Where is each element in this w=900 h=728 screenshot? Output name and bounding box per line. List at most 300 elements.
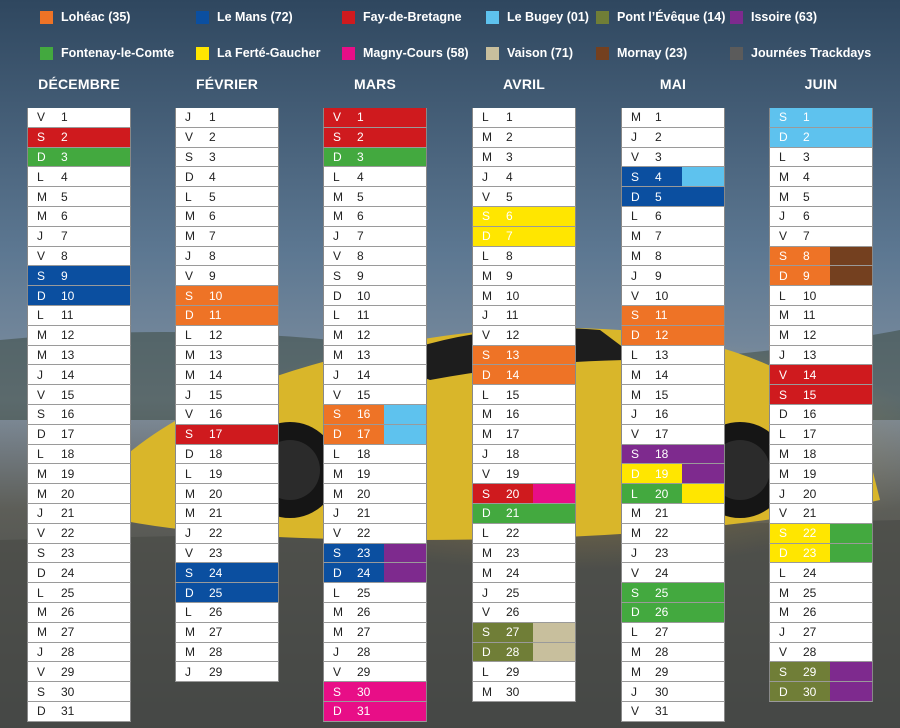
day-number: 28 (209, 644, 223, 659)
day-cell (621, 187, 725, 207)
legend-label: Le Bugey (01) (507, 10, 589, 24)
day-number: 21 (61, 506, 75, 521)
day-cell (323, 346, 427, 366)
day-number: 1 (655, 110, 662, 125)
event-fill-secondary (830, 247, 872, 266)
day-cell (323, 662, 427, 682)
weekday-letter: V (333, 526, 342, 541)
day-cell (769, 365, 873, 385)
day-number: 6 (61, 209, 68, 224)
day-number: 20 (357, 486, 371, 501)
weekday-letter: S (482, 486, 491, 501)
weekday-letter: L (333, 308, 340, 323)
day-number: 14 (655, 367, 669, 382)
weekday-letter: S (631, 585, 640, 600)
day-cell (472, 207, 576, 227)
day-cell (27, 504, 131, 524)
weekday-letter: L (185, 605, 192, 620)
weekday-letter: S (37, 684, 46, 699)
weekday-letter: V (631, 149, 640, 164)
day-number: 1 (209, 110, 216, 125)
day-number: 9 (803, 268, 810, 283)
legend-label: Issoire (63) (751, 10, 818, 24)
weekday-letter: M (185, 644, 195, 659)
weekday-letter: D (779, 130, 788, 145)
day-cell (621, 504, 725, 524)
day-number: 17 (357, 427, 371, 442)
day-number: 1 (506, 110, 513, 125)
day-cell (323, 167, 427, 187)
weekday-letter: D (37, 565, 46, 580)
day-cell (323, 583, 427, 603)
legend-item (486, 44, 573, 62)
month-column (472, 76, 576, 702)
day-number: 23 (506, 545, 520, 560)
day-cell (769, 563, 873, 583)
day-number: 29 (506, 664, 520, 679)
day-cell (175, 524, 279, 544)
day-number: 25 (655, 585, 669, 600)
weekday-letter: D (37, 149, 46, 164)
weekday-letter: J (482, 308, 488, 323)
day-number: 16 (209, 407, 223, 422)
weekday-letter: V (37, 248, 46, 263)
weekday-letter: V (631, 288, 640, 303)
weekday-letter: V (779, 506, 788, 521)
day-number: 29 (655, 664, 669, 679)
weekday-letter: M (333, 466, 343, 481)
weekday-letter: D (631, 189, 640, 204)
day-number: 21 (209, 506, 223, 521)
day-cell (621, 682, 725, 702)
day-number: 17 (655, 427, 669, 442)
day-number: 26 (209, 605, 223, 620)
weekday-letter: V (779, 229, 788, 244)
day-number: 19 (61, 466, 75, 481)
day-number: 9 (357, 268, 364, 283)
legend-item (196, 44, 321, 62)
day-cell (769, 643, 873, 663)
event-fill-secondary (830, 544, 872, 563)
day-number: 21 (357, 506, 371, 521)
day-number: 3 (803, 149, 810, 164)
weekday-letter: S (779, 387, 788, 402)
day-cell (175, 425, 279, 445)
weekday-letter: S (482, 625, 491, 640)
day-number: 5 (803, 189, 810, 204)
day-cell (175, 583, 279, 603)
day-number: 24 (61, 565, 75, 580)
day-number: 7 (209, 229, 216, 244)
day-number: 10 (61, 288, 75, 303)
day-number: 14 (61, 367, 75, 382)
day-number: 5 (506, 189, 513, 204)
day-number: 29 (61, 664, 75, 679)
day-cell (27, 326, 131, 346)
weekday-letter: D (779, 268, 788, 283)
day-cell (323, 227, 427, 247)
weekday-letter: M (779, 308, 789, 323)
day-cell (175, 108, 279, 128)
day-cell (27, 207, 131, 227)
weekday-letter: M (779, 169, 789, 184)
day-number: 2 (506, 130, 513, 145)
day-number: 20 (655, 486, 669, 501)
weekday-letter: V (482, 189, 491, 204)
weekday-letter: L (779, 288, 786, 303)
weekday-letter: M (631, 644, 641, 659)
day-cell (175, 266, 279, 286)
day-number: 16 (61, 407, 75, 422)
day-number: 17 (506, 427, 520, 442)
legend-label: Le Mans (72) (217, 10, 293, 24)
day-number: 19 (357, 466, 371, 481)
weekday-letter: L (631, 625, 638, 640)
day-number: 17 (803, 427, 817, 442)
day-number: 20 (61, 486, 75, 501)
day-cell (769, 128, 873, 148)
day-cell (769, 247, 873, 267)
day-number: 27 (506, 625, 520, 640)
day-cell (769, 187, 873, 207)
weekday-letter: L (37, 585, 44, 600)
day-cell (621, 247, 725, 267)
day-cell (175, 167, 279, 187)
day-cell (27, 563, 131, 583)
weekday-letter: J (482, 169, 488, 184)
day-cell (323, 563, 427, 583)
day-cell (472, 563, 576, 583)
day-cell (472, 603, 576, 623)
day-cell (175, 563, 279, 583)
weekday-letter: M (185, 486, 195, 501)
day-cell (472, 682, 576, 702)
day-cell (27, 623, 131, 643)
weekday-letter: V (37, 664, 46, 679)
weekday-letter: V (185, 407, 194, 422)
weekday-letter: J (185, 664, 191, 679)
day-number: 11 (61, 308, 74, 323)
weekday-letter: L (779, 427, 786, 442)
day-number: 14 (803, 367, 817, 382)
day-cell (769, 623, 873, 643)
weekday-letter: L (631, 347, 638, 362)
day-number: 18 (61, 446, 75, 461)
day-cell (175, 346, 279, 366)
weekday-letter: D (185, 585, 194, 600)
weekday-letter: S (185, 427, 194, 442)
day-number: 11 (506, 308, 519, 323)
day-number: 24 (655, 565, 669, 580)
day-cell (175, 484, 279, 504)
day-cell (769, 286, 873, 306)
day-number: 11 (803, 308, 816, 323)
weekday-letter: S (185, 288, 194, 303)
weekday-letter: L (185, 466, 192, 481)
weekday-letter: M (482, 545, 492, 560)
day-cell (175, 385, 279, 405)
weekday-letter: L (482, 387, 489, 402)
day-cell (621, 266, 725, 286)
day-cell (769, 227, 873, 247)
legend-swatch (196, 11, 209, 24)
weekday-letter: M (779, 189, 789, 204)
weekday-letter: V (631, 704, 640, 719)
legend-item (596, 8, 725, 26)
day-cell (27, 365, 131, 385)
weekday-letter: D (185, 169, 194, 184)
day-number: 4 (209, 169, 216, 184)
weekday-letter: S (631, 446, 640, 461)
day-cell (621, 108, 725, 128)
weekday-letter: J (779, 209, 785, 224)
day-number: 10 (506, 288, 520, 303)
day-number: 29 (803, 664, 817, 679)
day-cell (175, 326, 279, 346)
day-number: 22 (357, 526, 371, 541)
day-number: 24 (357, 565, 371, 580)
day-cell (323, 286, 427, 306)
legend-swatch (730, 11, 743, 24)
day-cell (472, 148, 576, 168)
day-cell (621, 445, 725, 465)
day-number: 11 (209, 308, 222, 323)
day-number: 15 (209, 387, 223, 402)
day-number: 29 (209, 664, 223, 679)
day-cell (621, 306, 725, 326)
legend-item (196, 8, 293, 26)
day-number: 12 (209, 328, 223, 343)
weekday-letter: M (185, 506, 195, 521)
day-cell (621, 148, 725, 168)
day-number: 31 (61, 704, 75, 719)
weekday-letter: D (779, 545, 788, 560)
day-cell (323, 385, 427, 405)
weekday-letter: V (779, 367, 788, 382)
weekday-letter: J (333, 506, 339, 521)
day-cell (472, 187, 576, 207)
day-number: 23 (803, 545, 817, 560)
weekday-letter: D (482, 506, 491, 521)
day-cell (175, 306, 279, 326)
event-fill-secondary (533, 484, 575, 503)
weekday-letter: M (779, 605, 789, 620)
weekday-letter: L (779, 149, 786, 164)
day-cell (27, 583, 131, 603)
day-number: 8 (209, 248, 216, 263)
weekday-letter: M (631, 664, 641, 679)
day-number: 18 (506, 446, 520, 461)
event-fill-secondary (830, 662, 872, 681)
day-number: 8 (357, 248, 364, 263)
weekday-letter: M (482, 130, 492, 145)
weekday-letter: M (333, 486, 343, 501)
day-cell (769, 405, 873, 425)
day-cell (769, 326, 873, 346)
day-number: 4 (357, 169, 364, 184)
day-cell (472, 504, 576, 524)
weekday-letter: J (37, 506, 43, 521)
weekday-letter: J (631, 684, 637, 699)
weekday-letter: J (631, 268, 637, 283)
day-number: 24 (506, 565, 520, 580)
legend-swatch (596, 47, 609, 60)
month-title: MAI (659, 76, 687, 92)
day-number: 14 (357, 367, 371, 382)
day-number: 3 (357, 149, 364, 164)
event-fill-secondary (682, 464, 724, 483)
weekday-letter: J (779, 347, 785, 362)
day-number: 23 (357, 545, 371, 560)
weekday-letter: D (482, 644, 491, 659)
day-number: 7 (357, 229, 364, 244)
day-cell (27, 108, 131, 128)
weekday-letter: D (333, 288, 342, 303)
day-number: 28 (803, 644, 817, 659)
day-number: 7 (803, 229, 810, 244)
day-cell (323, 445, 427, 465)
day-number: 29 (357, 664, 371, 679)
day-number: 12 (655, 328, 669, 343)
day-cell (472, 227, 576, 247)
day-number: 26 (655, 605, 669, 620)
day-cell (175, 603, 279, 623)
weekday-letter: M (631, 248, 641, 263)
day-cell (175, 643, 279, 663)
day-cell (27, 662, 131, 682)
day-cell (175, 623, 279, 643)
day-number: 19 (655, 466, 669, 481)
weekday-letter: S (482, 209, 491, 224)
day-cell (472, 623, 576, 643)
day-cell (472, 326, 576, 346)
weekday-letter: D (631, 328, 640, 343)
day-cell (769, 464, 873, 484)
day-cell (175, 227, 279, 247)
weekday-letter: M (37, 347, 47, 362)
day-number: 18 (357, 446, 371, 461)
weekday-letter: D (631, 605, 640, 620)
day-number: 4 (61, 169, 68, 184)
day-number: 10 (209, 288, 223, 303)
day-number: 13 (655, 347, 669, 362)
day-number: 27 (209, 625, 223, 640)
day-cell (27, 306, 131, 326)
day-number: 7 (61, 229, 68, 244)
day-number: 18 (655, 446, 669, 461)
day-cell (323, 128, 427, 148)
legend-label: Mornay (23) (617, 46, 688, 60)
day-number: 1 (357, 110, 364, 125)
weekday-letter: M (37, 466, 47, 481)
weekday-letter: M (482, 288, 492, 303)
day-number: 9 (209, 268, 216, 283)
weekday-letter: M (333, 328, 343, 343)
day-number: 27 (803, 625, 817, 640)
day-number: 11 (357, 308, 370, 323)
weekday-letter: L (37, 308, 44, 323)
day-cell (621, 385, 725, 405)
day-cell (175, 187, 279, 207)
day-cell (621, 544, 725, 564)
weekday-letter: S (37, 130, 46, 145)
day-number: 31 (357, 704, 371, 719)
day-cell (27, 702, 131, 722)
legend-item (730, 8, 817, 26)
weekday-letter: M (631, 387, 641, 402)
day-cell (323, 326, 427, 346)
day-number: 25 (61, 585, 75, 600)
day-cell (472, 583, 576, 603)
weekday-letter: D (185, 446, 194, 461)
day-number: 27 (655, 625, 669, 640)
weekday-letter: M (779, 466, 789, 481)
day-number: 15 (803, 387, 817, 402)
event-fill-secondary (830, 524, 872, 543)
day-number: 30 (655, 684, 669, 699)
day-number: 20 (209, 486, 223, 501)
weekday-letter: M (631, 526, 641, 541)
legend-swatch (196, 47, 209, 60)
day-cell (27, 425, 131, 445)
day-cell (769, 148, 873, 168)
day-cell (472, 544, 576, 564)
weekday-letter: M (631, 229, 641, 244)
weekday-letter: S (333, 545, 342, 560)
day-number: 15 (506, 387, 520, 402)
day-number: 25 (209, 585, 223, 600)
weekday-letter: M (779, 585, 789, 600)
day-cell (472, 445, 576, 465)
day-cell (27, 385, 131, 405)
day-number: 10 (357, 288, 371, 303)
day-cell (323, 148, 427, 168)
day-cell (769, 108, 873, 128)
day-cell (621, 286, 725, 306)
day-number: 11 (655, 308, 668, 323)
day-cell (27, 167, 131, 187)
weekday-letter: S (37, 545, 46, 560)
day-number: 21 (506, 506, 520, 521)
day-cell (621, 662, 725, 682)
weekday-letter: L (482, 664, 489, 679)
day-cell (27, 286, 131, 306)
weekday-letter: M (482, 268, 492, 283)
day-cell (621, 128, 725, 148)
day-number: 6 (803, 209, 810, 224)
weekday-letter: V (37, 387, 46, 402)
day-number: 22 (209, 526, 223, 541)
weekday-letter: V (185, 268, 194, 283)
legend-label: Fontenay-le-Comte (61, 46, 175, 60)
day-number: 19 (803, 466, 817, 481)
day-number: 28 (655, 644, 669, 659)
day-cell (27, 682, 131, 702)
weekday-letter: M (37, 189, 47, 204)
day-cell (323, 187, 427, 207)
weekday-letter: D (631, 466, 640, 481)
day-number: 5 (357, 189, 364, 204)
day-cell (621, 563, 725, 583)
day-cell (472, 464, 576, 484)
weekday-letter: J (37, 644, 43, 659)
event-fill-secondary (384, 563, 426, 582)
weekday-letter: D (333, 149, 342, 164)
month-column (27, 76, 131, 722)
weekday-letter: M (631, 506, 641, 521)
weekday-letter: S (631, 308, 640, 323)
month-column (621, 76, 725, 722)
